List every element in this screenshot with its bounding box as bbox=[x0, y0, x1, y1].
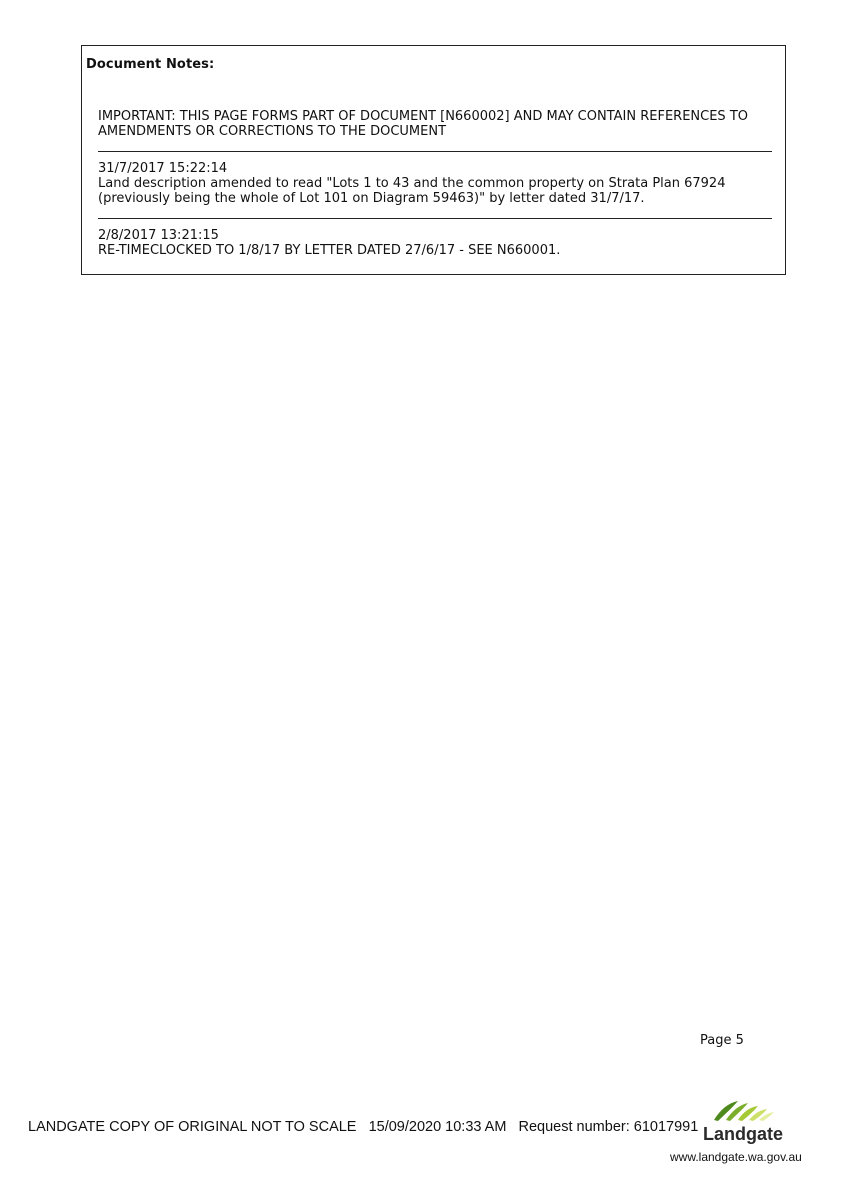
document-note bbox=[98, 228, 778, 258]
important-notice bbox=[98, 109, 778, 139]
important-notice-line: IMPORTANT: THIS PAGE FORMS PART OF DOCUMENT [N660002] AND MAY CONTAIN REFERENCES TO bbox=[98, 109, 748, 124]
copy-notice: LANDGATE COPY OF ORIGINAL NOT TO SCALE 15/09/2020 10:33 AM Request number: 61017991 bbox=[28, 1119, 699, 1135]
important-notice-line: AMENDMENTS OR CORRECTIONS TO THE DOCUMENT bbox=[98, 124, 447, 139]
landgate-logo-text: Landgate bbox=[703, 1124, 784, 1144]
document-note bbox=[98, 161, 778, 206]
note-timestamp: 31/7/2017 15:22:14 bbox=[98, 161, 228, 176]
note-text: Land description amended to read "Lots 1 to 43 and the common property on Strata Plan 67924 bbox=[98, 176, 726, 191]
note-text: RE-TIMECLOCKED TO 1/8/17 BY LETTER DATED 27/6/17 - SEE N660001. bbox=[98, 243, 561, 258]
note-timestamp: 2/8/2017 13:21:15 bbox=[98, 228, 219, 243]
page-number: Page 5 bbox=[700, 1033, 744, 1048]
note-divider bbox=[98, 218, 772, 219]
landgate-logo bbox=[700, 1098, 790, 1148]
note-text: (previously being the whole of Lot 101 on Diagram 59463)" by letter dated 31/7/17. bbox=[98, 191, 645, 206]
website-link[interactable]: www.landgate.wa.gov.au bbox=[670, 1150, 802, 1164]
landgate-leaf-icon bbox=[712, 1098, 776, 1122]
document-notes-box bbox=[81, 45, 786, 275]
document-notes-heading: Document Notes: bbox=[86, 57, 215, 72]
note-divider bbox=[98, 151, 772, 152]
